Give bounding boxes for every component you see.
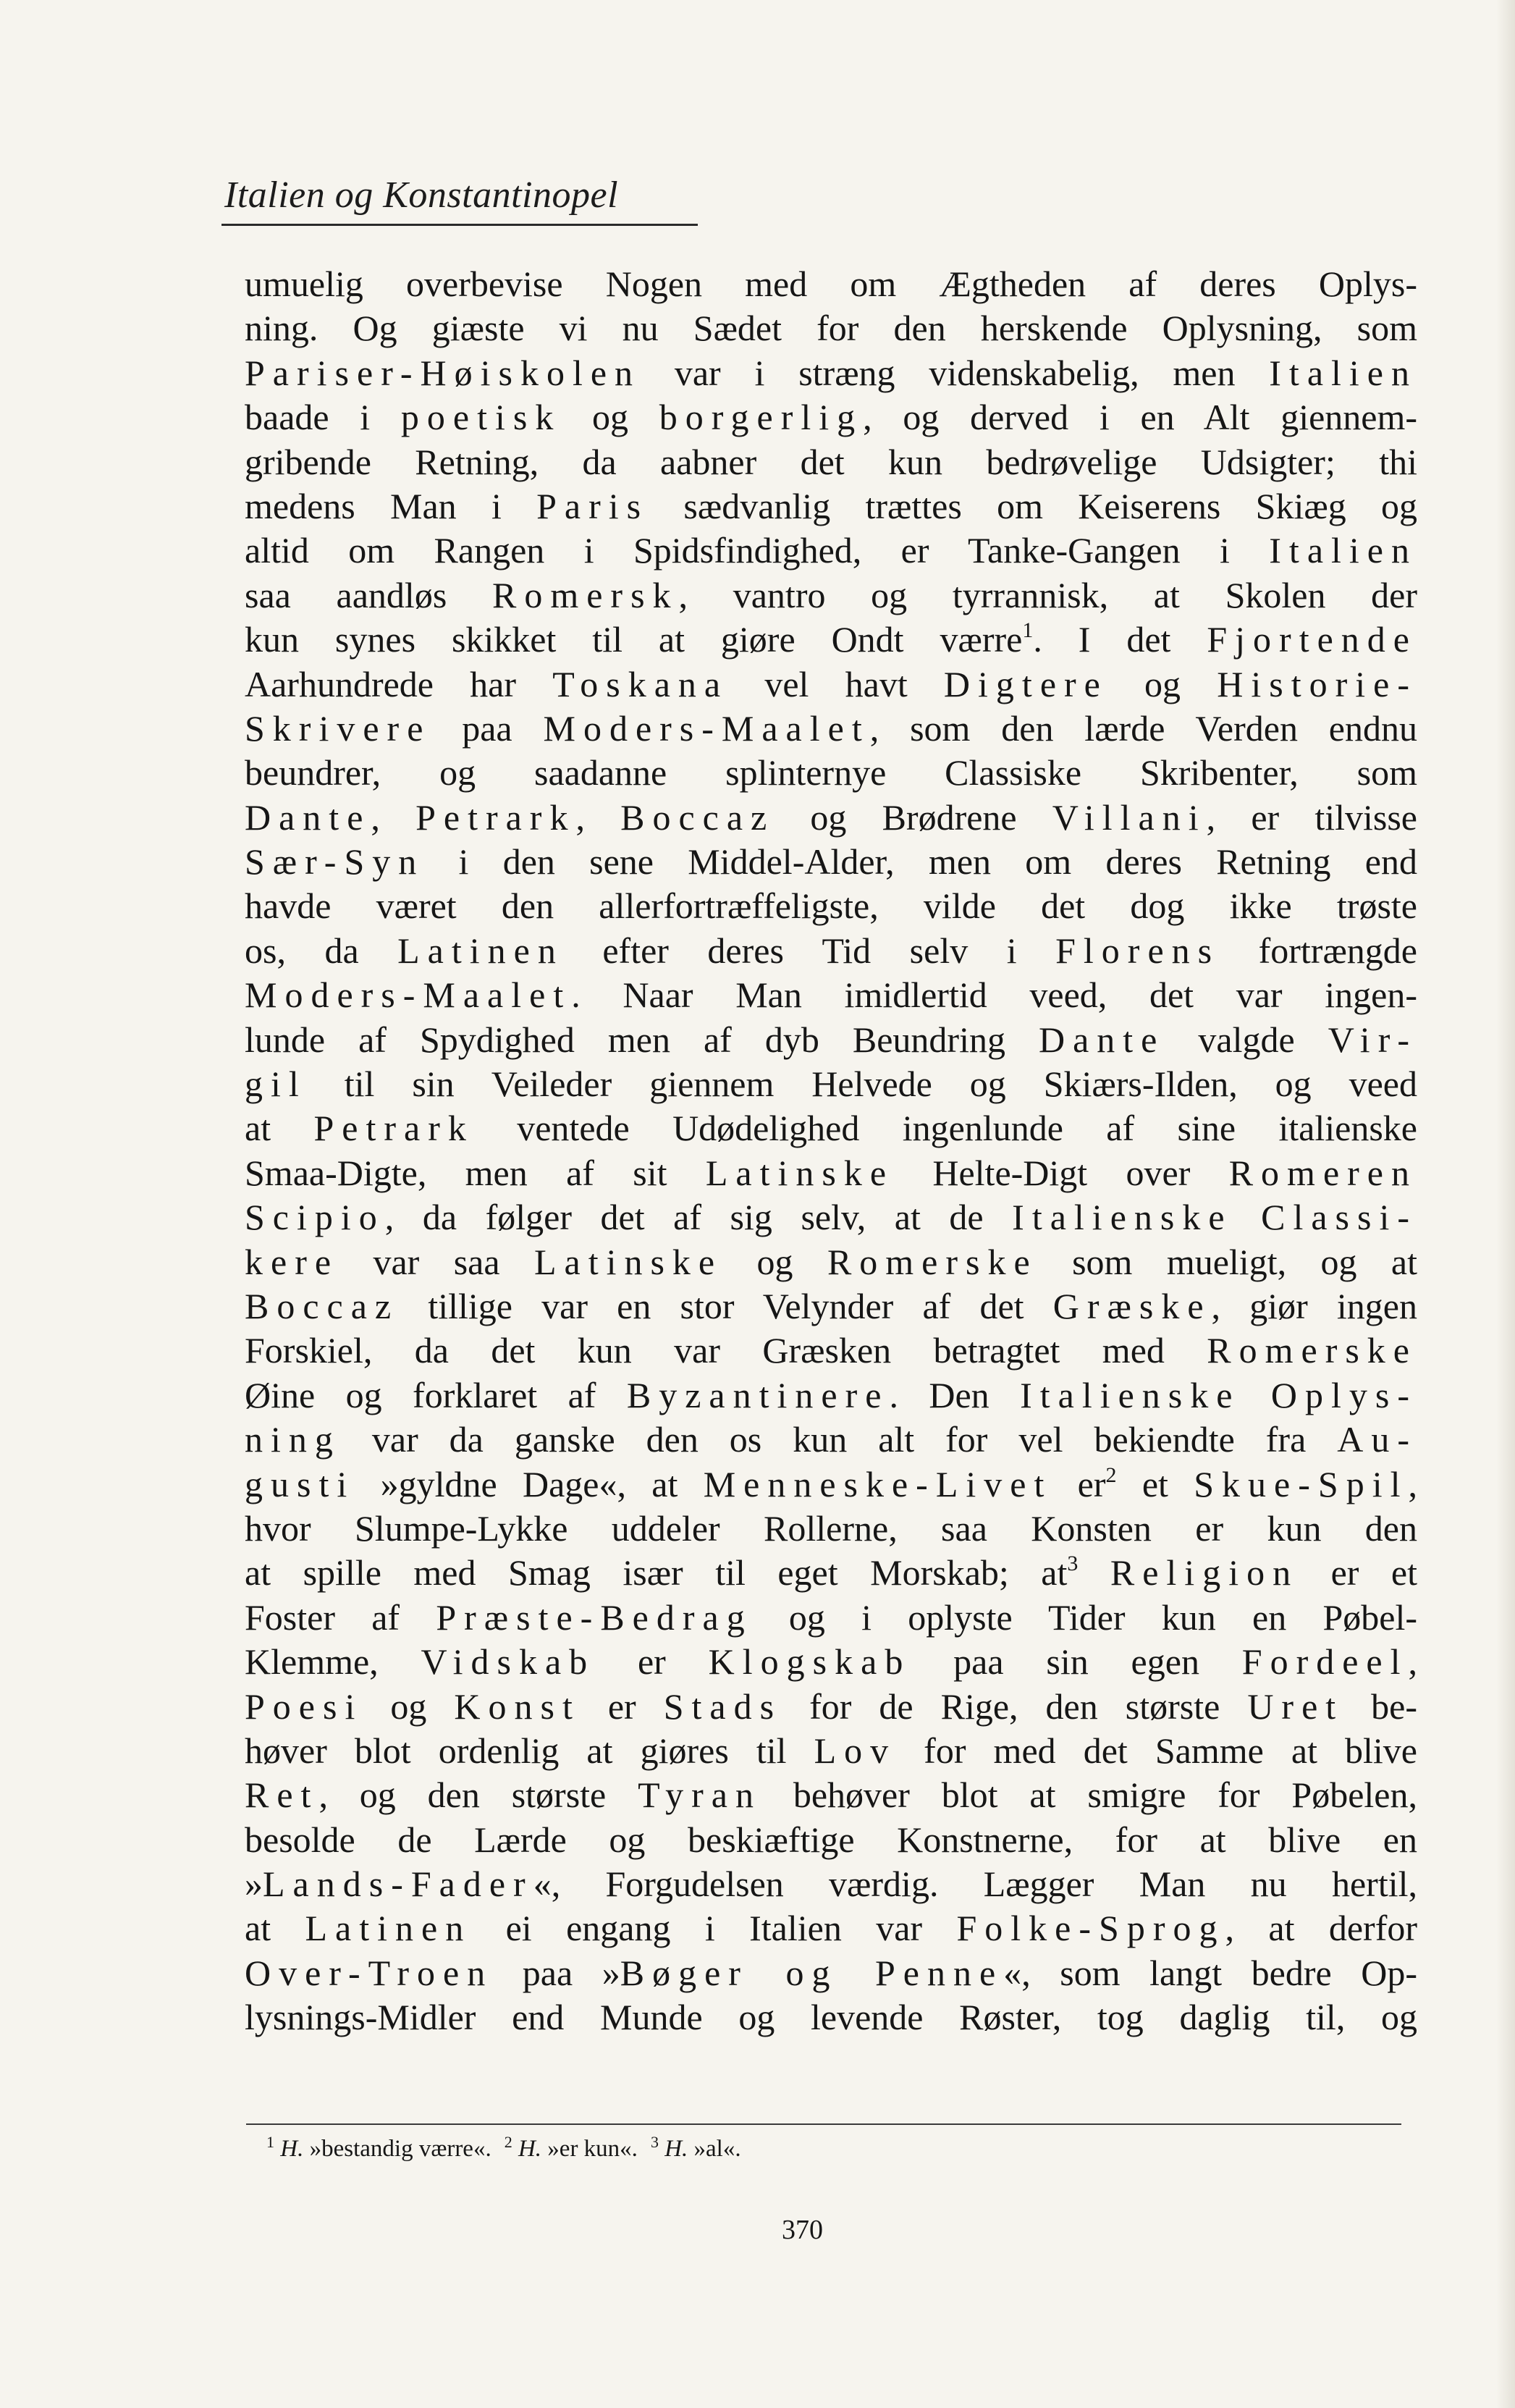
- text-run: ventede Udødelighed ingenlunde af sine italienske: [473, 1108, 1417, 1149]
- text-run: baade i: [245, 397, 401, 438]
- text-run: var i stræng videnskabelig, men: [641, 352, 1270, 393]
- spaced-emphasis: Ret: [245, 1775, 319, 1816]
- text-line: [245, 1906, 1417, 1950]
- text-run: , er tilvisse: [1206, 796, 1417, 838]
- text-line: [245, 262, 1417, 306]
- text-run: havde været den allerfortræffeligste, vilde det dog ikke trøste: [245, 885, 1417, 927]
- text-run: besolde de Lærde og beskiæftige Konstnerne, for at blive en: [245, 1819, 1417, 1860]
- spaced-emphasis: Over-Troen: [245, 1952, 494, 1993]
- footnote: [650, 2133, 741, 2162]
- text-line: [245, 1729, 1417, 1773]
- text-run: ,: [1408, 1641, 1418, 1683]
- text-run: var saa: [339, 1241, 534, 1282]
- footnote-source: H.: [280, 2136, 304, 2162]
- spaced-emphasis: Vidskab: [421, 1641, 596, 1683]
- text-line: [245, 1329, 1417, 1373]
- text-line: [245, 707, 1417, 751]
- text-line: [245, 1462, 1417, 1507]
- spaced-emphasis: Latinske: [533, 1241, 723, 1282]
- spaced-emphasis: Fjortende: [1207, 619, 1417, 660]
- text-run: og: [363, 1685, 455, 1727]
- text-run: var da ganske den os kun alt for vel bekiendte fra: [340, 1419, 1338, 1460]
- spaced-emphasis: kere: [245, 1241, 339, 1282]
- spaced-emphasis: Græske: [1052, 1285, 1212, 1326]
- text-run: er et: [1299, 1552, 1418, 1594]
- text-run: og Brødrene: [775, 796, 1052, 838]
- text-line: [245, 529, 1417, 573]
- text-run: [1233, 1197, 1262, 1237]
- text-run: i den sene Middel-Alder, men om deres Retning end: [424, 841, 1417, 883]
- text-run: et: [1116, 1463, 1194, 1504]
- text-line: [245, 796, 1417, 840]
- text-run: paa: [431, 707, 544, 749]
- running-header: Italien og Konstantinopel: [224, 174, 619, 216]
- text-run: sædvanlig trættes om Keiserens Skiæg og: [649, 485, 1417, 526]
- spaced-emphasis: Romersk: [491, 574, 679, 615]
- text-run: , da følger det af sig selv, at de: [384, 1197, 1013, 1238]
- spaced-emphasis: Byzantinere: [626, 1374, 890, 1415]
- text-run: for de Rige, den største: [782, 1685, 1248, 1727]
- spaced-emphasis: Classi-: [1261, 1197, 1418, 1238]
- spaced-emphasis: Uret: [1247, 1685, 1344, 1727]
- spaced-emphasis: Oplys-: [1270, 1374, 1418, 1415]
- spaced-emphasis: Moders-Maalet: [543, 707, 870, 749]
- text-run: , og derved i en Alt giennem-: [863, 397, 1418, 438]
- footnote-source: H.: [518, 2136, 542, 2162]
- spaced-emphasis: Boccaz: [620, 796, 775, 838]
- spaced-emphasis: gusti: [245, 1463, 355, 1504]
- text-run: Øine og forklaret af: [245, 1374, 627, 1415]
- text-run: umuelig overbevise Nogen med om Ægtheden af deres Oplys-: [245, 264, 1417, 304]
- text-line: [245, 1418, 1417, 1462]
- text-run: er: [595, 1641, 709, 1683]
- spaced-emphasis: Italien: [1269, 530, 1417, 571]
- text-run: . I det: [1033, 619, 1207, 660]
- text-run: [1240, 1375, 1270, 1415]
- text-line: [245, 1862, 1417, 1906]
- text-run: Foster af: [245, 1596, 436, 1638]
- spaced-emphasis: Romeren: [1228, 1152, 1417, 1193]
- text-line: [245, 1018, 1417, 1062]
- footnote-rule: [246, 2123, 1401, 2125]
- text-line: [245, 306, 1417, 350]
- text-line: [245, 973, 1417, 1017]
- text-run: efter deres Tid selv i: [563, 930, 1056, 971]
- text-line: [245, 1062, 1417, 1106]
- page-edge: [1496, 0, 1515, 2408]
- text-run: ,: [575, 796, 621, 838]
- footnote-number: 3: [650, 2133, 659, 2151]
- text-run: lunde af Spydighed men af dyb Beundring: [245, 1019, 1039, 1060]
- spaced-emphasis: Latinen: [305, 1908, 472, 1949]
- text-run: hvor Slumpe-Lykke uddeler Rollerne, saa Konsten er kun den: [245, 1507, 1417, 1549]
- text-line: [245, 1106, 1417, 1150]
- footnote-ref: 1: [1022, 618, 1034, 643]
- spaced-emphasis: Menneske-Livet: [703, 1463, 1052, 1504]
- spaced-emphasis: Klogskab: [708, 1641, 911, 1683]
- text-run: til sin Veileder giennem Helvede og Skiærs-Ilden, og veed: [306, 1064, 1417, 1105]
- text-line: [245, 1551, 1417, 1595]
- spaced-emphasis: Paris: [536, 485, 649, 526]
- footnote-text: »al«.: [693, 2136, 741, 2162]
- text-run: , at derfor: [1225, 1908, 1417, 1949]
- text-line: [245, 1507, 1417, 1551]
- spaced-emphasis: Lands-Fader: [263, 1864, 533, 1905]
- text-line: [245, 395, 1417, 439]
- text-run: . Naar Man imidlertid veed, det var ingen-: [571, 974, 1417, 1016]
- text-run: medens Man i: [245, 485, 537, 526]
- spaced-emphasis: Florens: [1055, 930, 1220, 971]
- spaced-emphasis: Petrark: [415, 796, 576, 838]
- spaced-emphasis: Moders-Maalet: [245, 974, 572, 1016]
- text-run: at: [245, 1908, 305, 1949]
- spaced-emphasis: Digtere: [943, 663, 1108, 704]
- text-run: be-: [1343, 1685, 1418, 1727]
- spaced-emphasis: Romerske: [1207, 1330, 1417, 1371]
- footnote-text: »bestandig værre«.: [309, 2136, 491, 2162]
- page-number: 370: [782, 2215, 823, 2245]
- text-line: [245, 1284, 1417, 1329]
- footnote-ref: 3: [1067, 1552, 1079, 1576]
- text-run: Aarhundrede har: [245, 663, 553, 704]
- text-line: [245, 1151, 1417, 1195]
- text-run: Klemme,: [245, 1641, 421, 1683]
- text-run: for med det Samme at blive: [896, 1730, 1417, 1771]
- footnote: [504, 2133, 638, 2162]
- text-line: [245, 1373, 1417, 1418]
- text-line: [245, 1995, 1417, 2039]
- text-line: [245, 884, 1417, 928]
- text-run: fortrængde: [1220, 930, 1417, 971]
- text-run: , vantro og tyrrannisk, at Skolen der: [678, 574, 1418, 615]
- text-line: [245, 1685, 1417, 1729]
- header-rule: [221, 224, 698, 226]
- text-run: Forskiel, da det kun var Græsken betragtet med: [245, 1330, 1207, 1371]
- text-run: , giør ingen: [1211, 1285, 1417, 1326]
- spaced-emphasis: Dante: [1038, 1019, 1165, 1060]
- spaced-emphasis: Latinen: [397, 930, 564, 971]
- spaced-emphasis: Vir-: [1328, 1019, 1417, 1060]
- text-run: beundrer, og saadanne splinternye Classiske Skribenter, som: [245, 752, 1417, 793]
- spaced-emphasis: ning: [245, 1419, 341, 1460]
- text-line: [245, 1596, 1417, 1640]
- spaced-emphasis: Historie-: [1217, 663, 1417, 704]
- text-run: «, som langt bedre Op-: [1003, 1952, 1418, 1993]
- text-run: ei engang i Italien var: [471, 1908, 957, 1949]
- text-run: kun synes skikket til at giøre Ondt værre: [245, 619, 1023, 660]
- footnote: [266, 2133, 491, 2162]
- text-line: [245, 618, 1417, 662]
- spaced-emphasis: Stads: [663, 1685, 782, 1727]
- text-run: gribende Retning, da aabner det kun bedrøvelige Udsigter; thi: [245, 441, 1417, 482]
- spaced-emphasis: borgerlig: [659, 397, 864, 438]
- spaced-emphasis: Petrark: [313, 1108, 474, 1149]
- spaced-emphasis: Sær-Syn: [245, 841, 425, 883]
- spaced-emphasis: Skue-Spil: [1194, 1463, 1409, 1504]
- spaced-emphasis: Tyran: [638, 1775, 761, 1816]
- text-run: ning. Og giæste vi nu Sædet for den herskende Oplysning, som: [245, 308, 1417, 349]
- text-run: , som den lærde Verden endnu: [869, 707, 1417, 749]
- text-run: er: [580, 1685, 664, 1727]
- spaced-emphasis: Italienske: [1020, 1374, 1241, 1415]
- text-run: at: [245, 1108, 314, 1149]
- spaced-emphasis: Fordeel: [1241, 1641, 1409, 1683]
- spaced-emphasis: gil: [245, 1064, 307, 1105]
- text-run: og: [722, 1241, 827, 1282]
- spaced-emphasis: poetisk: [400, 397, 562, 438]
- text-run: tillige var en stor Velynder af det: [399, 1285, 1053, 1326]
- text-line: [245, 1818, 1417, 1862]
- footnote-number: 2: [504, 2133, 512, 2151]
- text-run: [1078, 1552, 1110, 1593]
- text-run: Smaa-Digte, men af sit: [245, 1152, 706, 1193]
- spaced-emphasis: Konst: [454, 1685, 581, 1727]
- text-run: høver blot ordenlig at giøres til: [245, 1730, 814, 1771]
- text-run: Helte-Digt over: [894, 1152, 1229, 1193]
- footnotes: [266, 2133, 754, 2163]
- spaced-emphasis: Italien: [1269, 352, 1417, 393]
- text-line: [245, 662, 1417, 707]
- spaced-emphasis: Folke-Sprog: [956, 1908, 1225, 1949]
- spaced-emphasis: Latinske: [705, 1152, 895, 1193]
- text-line: [245, 1195, 1417, 1239]
- text-run: paa sin egen: [911, 1641, 1242, 1683]
- text-run: »: [245, 1864, 263, 1905]
- text-line: [245, 573, 1417, 618]
- footnote-ref: 2: [1105, 1462, 1117, 1487]
- text-run: valgde: [1165, 1019, 1328, 1060]
- text-run: , og den største: [318, 1775, 638, 1816]
- text-run: og: [1107, 663, 1218, 704]
- text-line: [245, 840, 1417, 884]
- text-line: [245, 1640, 1417, 1684]
- spaced-emphasis: Au-: [1337, 1419, 1417, 1460]
- spaced-emphasis: Poesi: [245, 1685, 363, 1727]
- text-run: lysnings-Midler end Munde og levende Røster, tog daglig til, og: [245, 1997, 1417, 2038]
- text-run: . Den: [889, 1374, 1021, 1415]
- text-line: [245, 929, 1417, 973]
- text-line: [245, 484, 1417, 529]
- spaced-emphasis: Boccaz: [245, 1285, 400, 1326]
- text-line: [245, 1240, 1417, 1284]
- footnote-source: H.: [664, 2136, 688, 2162]
- text-run: altid om Rangen i Spidsfindighed, er Tanke-Gangen i: [245, 530, 1270, 571]
- spaced-emphasis: Pariser-Høiskolen: [245, 352, 641, 393]
- text-run: som mueligt, og at: [1037, 1241, 1417, 1282]
- text-run: at spille med Smag især til eget Morskab; at: [245, 1552, 1068, 1594]
- text-run: og: [561, 397, 659, 438]
- text-line: [245, 351, 1417, 395]
- text-line: [245, 1951, 1417, 1995]
- text-run: ,: [1408, 1463, 1417, 1504]
- spaced-emphasis: Romerske: [827, 1241, 1038, 1282]
- footnote-number: 1: [266, 2133, 274, 2151]
- text-run: er: [1052, 1463, 1106, 1504]
- text-run: os, da: [245, 930, 398, 971]
- text-run: paa »: [493, 1952, 620, 1993]
- spaced-emphasis: Præste-Bedrag: [436, 1596, 753, 1638]
- spaced-emphasis: Skrivere: [245, 707, 431, 749]
- text-run: vel havt: [728, 663, 944, 704]
- spaced-emphasis: Religion: [1110, 1552, 1299, 1594]
- text-line: [245, 751, 1417, 795]
- spaced-emphasis: Lov: [814, 1730, 897, 1771]
- spaced-emphasis: Dante: [245, 796, 371, 838]
- text-run: ,: [371, 796, 416, 838]
- text-run: »gyldne Dage«, at: [355, 1463, 704, 1504]
- text-run: saa aandløs: [245, 574, 492, 615]
- spaced-emphasis: Scipio: [245, 1197, 385, 1238]
- text-line: [245, 440, 1417, 484]
- footnote-text: »er kun«.: [547, 2136, 638, 2162]
- body-text: [245, 262, 1417, 2040]
- text-run: behøver blot at smigre for Pøbelen,: [761, 1775, 1417, 1816]
- spaced-emphasis: Villani: [1052, 796, 1207, 838]
- text-line: [245, 1773, 1417, 1817]
- text-run: «, Forgudelsen værdig. Lægger Man nu hertil,: [533, 1864, 1417, 1905]
- text-run: og i oplyste Tider kun en Pøbel-: [752, 1596, 1417, 1638]
- spaced-emphasis: Toskana: [552, 663, 729, 704]
- spaced-emphasis: Italienske: [1012, 1197, 1233, 1238]
- spaced-emphasis: Bøger og Penne: [620, 1952, 1004, 1993]
